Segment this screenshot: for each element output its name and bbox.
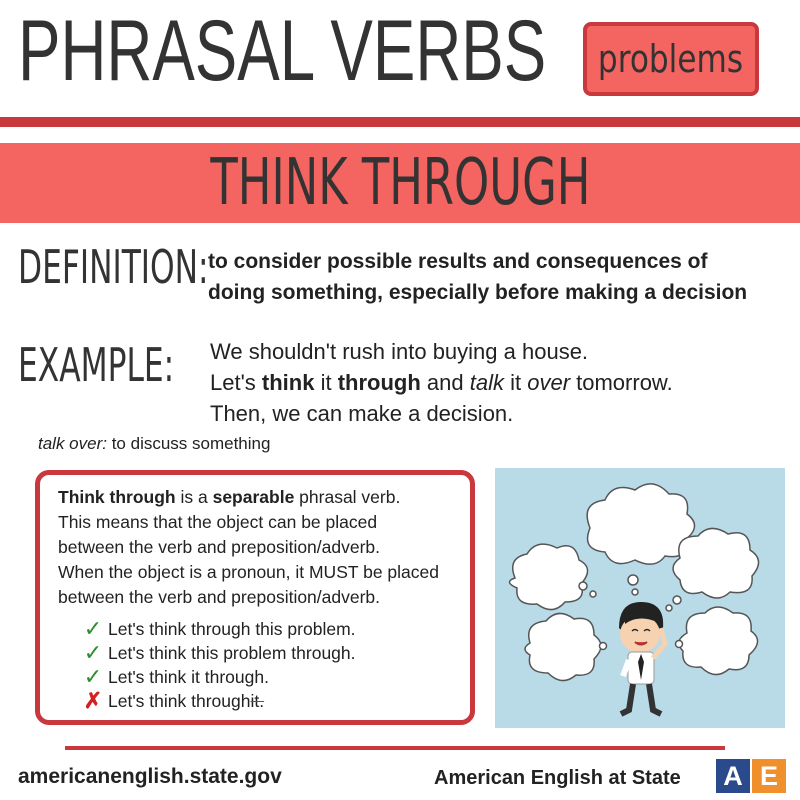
- checkmark-icon: ✓: [83, 640, 103, 665]
- grammar-keyword-separable: separable: [212, 487, 295, 507]
- category-badge-label: problems: [598, 37, 744, 81]
- example-verb-think: think: [261, 370, 315, 395]
- vocab-note: [38, 434, 270, 454]
- vocab-note-text: to discuss something: [106, 434, 271, 453]
- thinking-boy-illustration: [495, 468, 785, 728]
- checkmark-icon: ✓: [83, 664, 103, 689]
- example-line: [210, 367, 673, 398]
- example-line: Then, we can make a decision.: [210, 401, 514, 426]
- example-particle-through: through: [337, 370, 421, 395]
- grammar-explanation: [58, 485, 439, 610]
- vocab-note-term: talk over:: [38, 434, 107, 453]
- usage-example-text: Let's think this problem through.: [108, 643, 356, 663]
- usage-examples: [78, 617, 356, 713]
- phrasal-verb-banner: [0, 143, 800, 223]
- example-segment: Let's: [210, 370, 262, 395]
- example-verb-talk: talk: [469, 370, 504, 395]
- logo-a-icon: A: [716, 759, 750, 793]
- struck-word: it.: [250, 691, 265, 711]
- grammar-line: When the object is a pronoun, it MUST be placed: [58, 562, 440, 582]
- example-label: EXAMPLE:: [18, 338, 175, 392]
- usage-example-incorrect: [78, 689, 356, 713]
- grammar-line: between the verb and preposition/adverb.: [58, 537, 381, 557]
- definition-label: DEFINITION:: [18, 240, 209, 294]
- usage-example-correct: [78, 617, 356, 641]
- example-segment: it: [503, 370, 528, 395]
- grammar-term: Think through: [58, 487, 176, 507]
- example-line: We shouldn't rush into buying a house.: [210, 339, 589, 364]
- grammar-note-box: [35, 470, 475, 725]
- usage-example-text: Let's think through: [108, 691, 251, 711]
- checkmark-icon: ✓: [83, 616, 103, 641]
- grammar-line: between the verb and preposition/adverb.: [58, 587, 381, 607]
- definition-line: doing something, especially before making a decision: [208, 281, 748, 304]
- grammar-segment: is a: [175, 487, 213, 507]
- cross-icon: ✗: [83, 688, 103, 713]
- usage-example-correct: [78, 665, 356, 689]
- usage-example-text: Let's think through this problem.: [108, 619, 356, 639]
- usage-example-text: Let's think it through.: [108, 667, 269, 687]
- definition-text: [208, 246, 788, 308]
- grammar-line: [58, 485, 439, 510]
- example-segment: tomorrow.: [570, 370, 673, 395]
- thinking-boy-icon: [495, 468, 785, 728]
- logo-e-icon: E: [752, 759, 786, 793]
- phrasal-verb-title: THINK THROUGH: [209, 146, 591, 220]
- definition-line: to consider possible results and consequences of: [208, 250, 708, 273]
- site-url: americanenglish.state.gov: [18, 765, 282, 788]
- usage-example-correct: [78, 641, 356, 665]
- example-text: [210, 336, 673, 429]
- example-segment: and: [420, 370, 470, 395]
- page-title: PHRASAL VERBS: [18, 3, 547, 99]
- example-particle-over: over: [527, 370, 571, 395]
- example-segment: it: [314, 370, 338, 395]
- grammar-line: This means that the object can be placed: [58, 512, 378, 532]
- brand-name: American English at State: [434, 767, 681, 789]
- category-badge: [583, 22, 759, 96]
- footer-divider: [65, 746, 725, 750]
- grammar-segment: phrasal verb.: [294, 487, 401, 507]
- header-divider: [0, 117, 800, 127]
